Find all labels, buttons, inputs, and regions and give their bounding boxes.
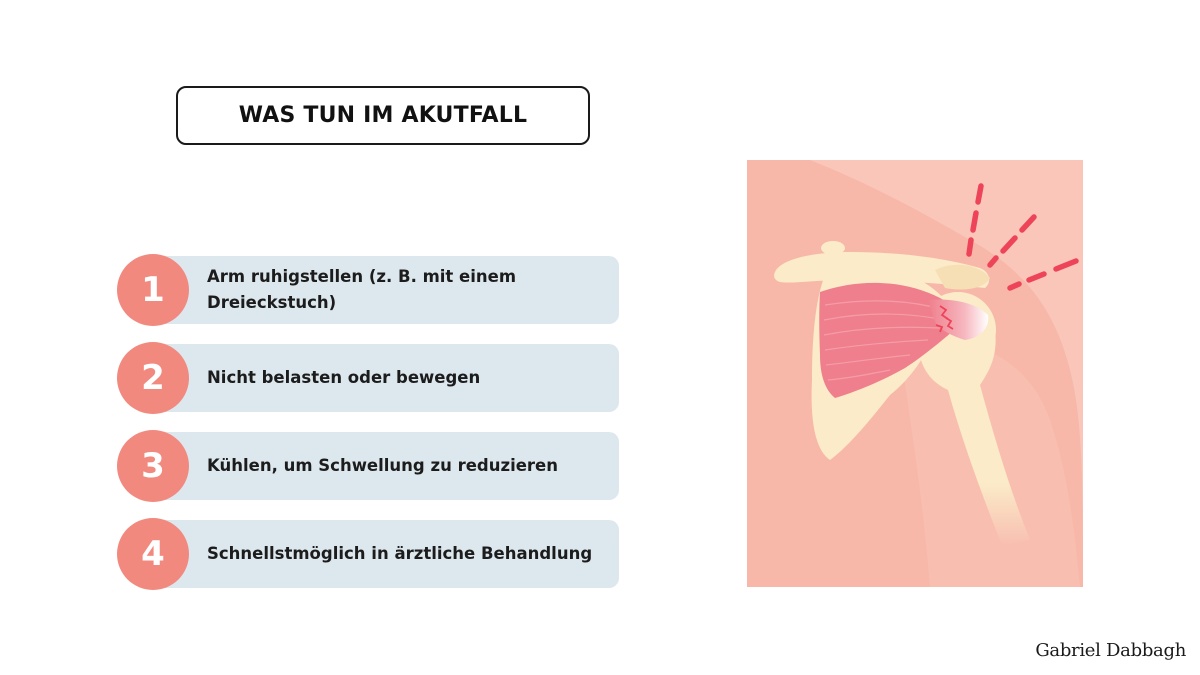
shoulder-injury-illustration-icon	[740, 160, 1090, 590]
step-number: 4	[141, 534, 165, 574]
step-text: Arm ruhigstellen (z. B. mit einem Dreieckstuch)	[207, 267, 517, 312]
coracoid-bone	[821, 241, 845, 255]
step-text: Nicht belasten oder bewegen	[207, 368, 481, 387]
step-item-4	[117, 518, 620, 590]
steps-list	[117, 254, 620, 606]
step-number-badge	[117, 430, 189, 502]
step-item-3	[117, 430, 620, 502]
step-item-2	[117, 342, 620, 414]
author-signature: Gabriel Dabbagh	[1035, 640, 1186, 661]
step-number: 3	[141, 446, 165, 486]
step-text: Kühlen, um Schwellung zu reduzieren	[207, 456, 558, 475]
step-number-badge	[117, 518, 189, 590]
step-number-badge	[117, 254, 189, 326]
title-box	[176, 86, 590, 145]
step-number: 2	[141, 358, 165, 398]
step-number: 1	[141, 270, 165, 310]
step-item-1	[117, 254, 620, 326]
step-text: Schnellstmöglich in ärztliche Behandlung	[207, 544, 593, 563]
step-number-badge	[117, 342, 189, 414]
page-title: WAS TUN IM AKUTFALL	[238, 103, 528, 128]
